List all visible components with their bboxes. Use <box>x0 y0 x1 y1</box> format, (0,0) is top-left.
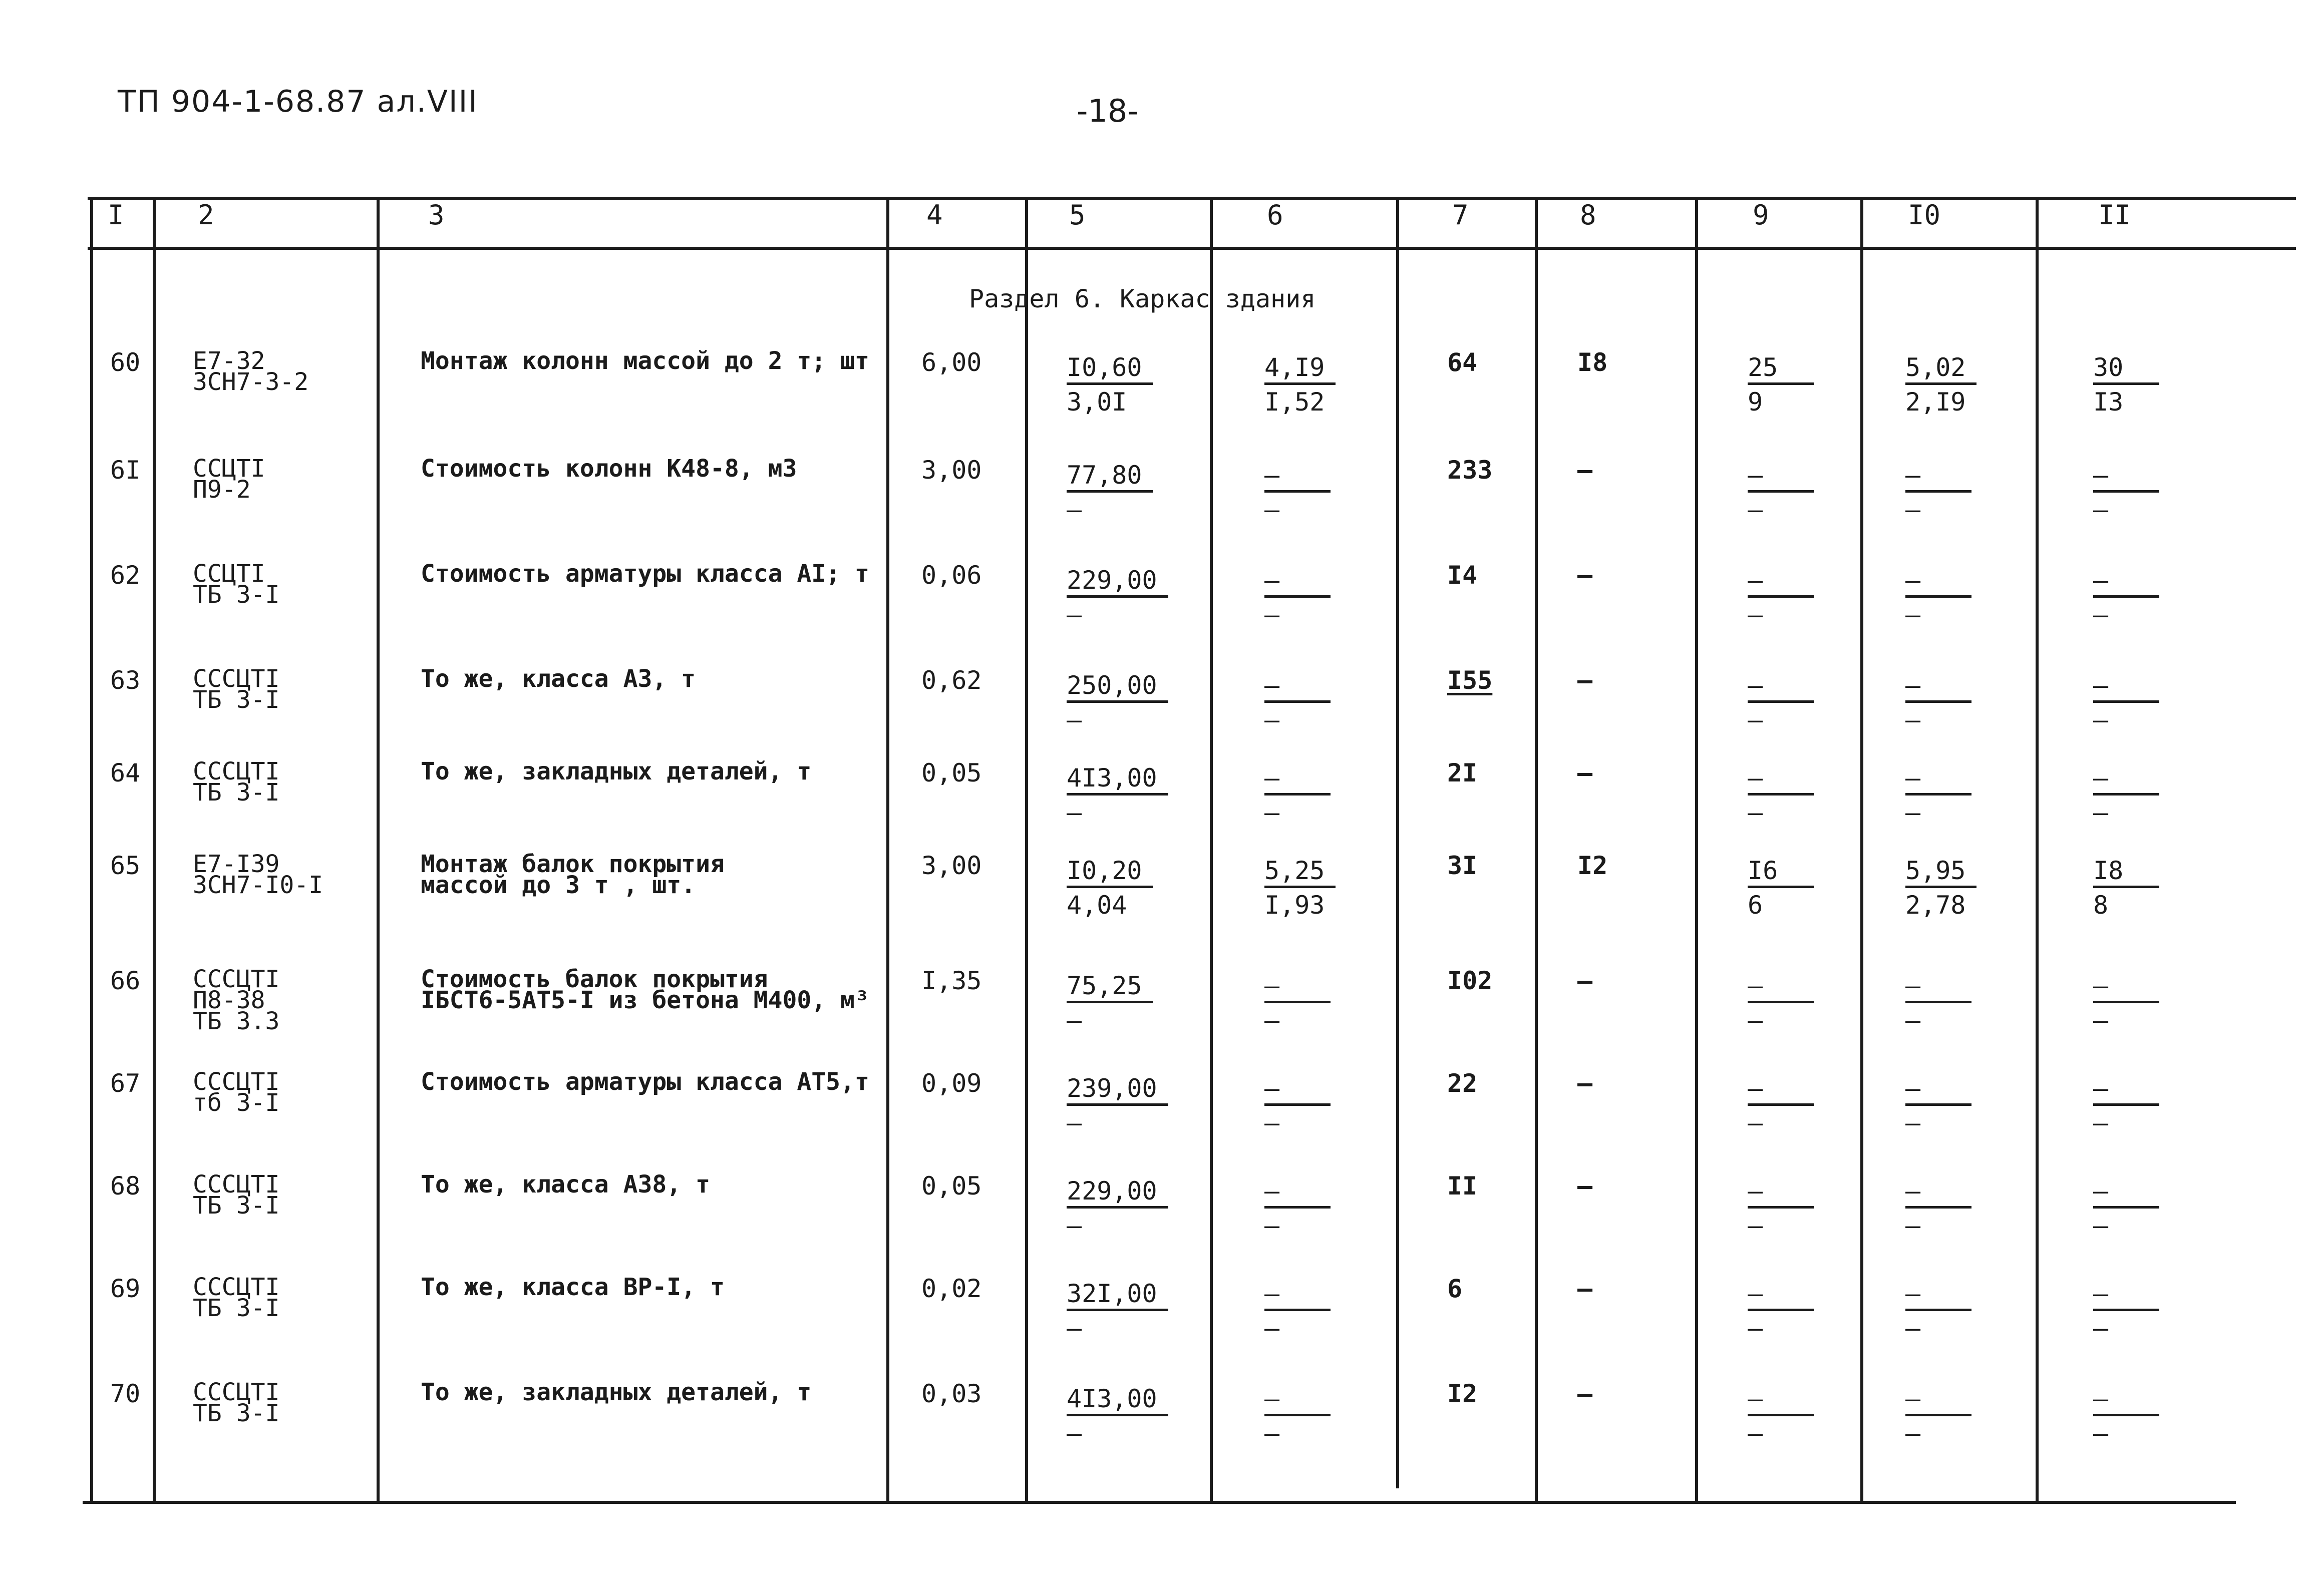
col9-value-numerator: – <box>1748 969 1814 1003</box>
rate-code-line: ССЦТI <box>193 560 265 588</box>
column-number: 2 <box>198 199 214 231</box>
rate-code <box>193 455 265 504</box>
col10-value-denominator: – <box>1905 798 1921 827</box>
col9-value-denominator: 6 <box>1748 891 1763 920</box>
total-wages: I8 <box>1577 348 1608 377</box>
col11-value-denominator: – <box>2093 600 2109 629</box>
col9-value <box>1748 969 1814 1035</box>
col10-value-numerator: – <box>1905 1174 1971 1209</box>
col9-value-numerator: – <box>1748 1277 1814 1311</box>
total-cost: 22 <box>1447 1069 1478 1098</box>
col9-value-denominator: – <box>1748 495 1763 524</box>
column-number: 6 <box>1267 199 1283 231</box>
total-cost: 233 <box>1447 456 1493 485</box>
wage-cost-denominator: – <box>1264 1211 1280 1240</box>
unit-cost <box>1067 1382 1168 1448</box>
rate-code <box>193 965 280 1035</box>
col10-value-numerator: 5,02 <box>1905 350 1976 385</box>
col10-value <box>1905 458 1971 525</box>
col11-value <box>2093 350 2159 417</box>
column-number: I <box>108 199 124 231</box>
wage-cost <box>1264 458 1331 525</box>
total-wages: – <box>1577 1069 1593 1098</box>
unit-cost-numerator: 4I3,00 <box>1067 1382 1168 1416</box>
table-row <box>0 455 2307 558</box>
col10-value-numerator: – <box>1905 1277 1971 1311</box>
col11-value-denominator: – <box>2093 1211 2109 1240</box>
work-description <box>421 1170 710 1199</box>
col11-value-denominator: – <box>2093 1314 2109 1343</box>
col10-value-denominator: – <box>1905 1006 1921 1035</box>
wage-cost <box>1264 1277 1331 1343</box>
col11-value <box>2093 458 2159 525</box>
unit-cost-denominator: – <box>1067 798 1082 827</box>
col9-value <box>1748 1382 1814 1448</box>
wage-cost <box>1264 854 1336 920</box>
wage-cost <box>1264 1174 1331 1241</box>
col11-value-numerator: – <box>2093 969 2159 1003</box>
unit-cost-denominator: 4,04 <box>1067 891 1127 920</box>
unit-cost <box>1067 1174 1168 1241</box>
col10-value-denominator: – <box>1905 1314 1921 1343</box>
col11-value-numerator: – <box>2093 1071 2159 1106</box>
col9-value-denominator: – <box>1748 600 1763 629</box>
col10-value-denominator: – <box>1905 705 1921 734</box>
col10-value-denominator: – <box>1905 1419 1921 1448</box>
total-cost: 3I <box>1447 851 1478 880</box>
col11-value-numerator: – <box>2093 1174 2159 1209</box>
col10-value-numerator: 5,95 <box>1905 854 1976 888</box>
col9-value <box>1748 854 1814 920</box>
col11-value-denominator: – <box>2093 705 2109 734</box>
table-row <box>0 347 2307 451</box>
unit-cost-numerator: 32I,00 <box>1067 1277 1168 1311</box>
table-row <box>0 965 2307 1069</box>
unit-cost-denominator: – <box>1067 1314 1082 1343</box>
col10-value-numerator: – <box>1905 1382 1971 1416</box>
unit-cost-numerator: 239,00 <box>1067 1071 1168 1106</box>
wage-cost-denominator: I,93 <box>1264 891 1325 920</box>
col11-value-numerator: I8 <box>2093 854 2159 888</box>
total-wages: – <box>1577 666 1593 695</box>
rate-code-line: СССЦТI <box>193 1273 280 1301</box>
total-cost: I4 <box>1447 561 1478 590</box>
page-number: -18- <box>1077 93 1139 129</box>
col9-value-denominator: – <box>1748 1211 1763 1240</box>
col10-value-numerator: – <box>1905 458 1971 493</box>
col10-value <box>1905 1071 1971 1138</box>
rate-code-line: СССЦТI <box>193 1170 280 1199</box>
work-description-line: То же, закладных деталей, т <box>421 757 812 785</box>
rate-code-line: Е7-I39 <box>193 850 280 878</box>
col11-value <box>2093 1277 2159 1343</box>
rate-code-line: ТБ 3-I <box>193 686 280 714</box>
unit-cost-denominator: – <box>1067 495 1082 524</box>
col11-value-denominator: – <box>2093 1108 2109 1137</box>
work-description-line: То же, класса А3, т <box>421 665 696 693</box>
row-number: 64 <box>110 758 141 787</box>
rate-code <box>193 560 280 609</box>
unit-cost-denominator: – <box>1067 1006 1082 1035</box>
col9-value-numerator: – <box>1748 1174 1814 1209</box>
col10-value <box>1905 854 1976 920</box>
rate-code <box>193 347 309 396</box>
rate-code <box>193 665 280 714</box>
quantity: 0,06 <box>921 561 982 590</box>
col11-value <box>2093 1071 2159 1138</box>
work-description <box>421 1273 725 1301</box>
col9-value-denominator: 9 <box>1748 387 1763 417</box>
col11-value-denominator: – <box>2093 1419 2109 1448</box>
col9-value-denominator: – <box>1748 705 1763 734</box>
wage-cost <box>1264 668 1331 735</box>
wage-cost <box>1264 969 1331 1035</box>
row-number: 60 <box>110 348 141 377</box>
work-description-line: IБСТ6-5АТ5-I из бетона М400, м³ <box>421 986 869 1014</box>
rate-code <box>193 1068 280 1117</box>
col11-value <box>2093 854 2159 920</box>
total-cost: 2I <box>1447 758 1478 787</box>
col11-value-numerator: – <box>2093 563 2159 598</box>
total-cost: 6 <box>1447 1274 1463 1303</box>
wage-cost-numerator: 5,25 <box>1264 854 1336 888</box>
rate-code-line: ТБ 3-I <box>193 581 280 609</box>
col11-value <box>2093 1382 2159 1448</box>
table-bottom-rule <box>83 1501 2236 1504</box>
wage-cost <box>1264 1382 1331 1448</box>
wage-cost-numerator: – <box>1264 761 1331 795</box>
row-number: 68 <box>110 1171 141 1201</box>
unit-cost <box>1067 458 1153 525</box>
col10-value-numerator: – <box>1905 969 1971 1003</box>
work-description <box>421 347 869 375</box>
wage-cost-numerator: – <box>1264 1071 1331 1106</box>
rate-code-line: П9-2 <box>193 476 251 504</box>
col11-value-numerator: – <box>2093 761 2159 795</box>
work-description <box>421 757 812 785</box>
col11-value <box>2093 969 2159 1035</box>
unit-cost-denominator: – <box>1067 600 1082 629</box>
rate-code <box>193 1170 280 1220</box>
col11-value-numerator: – <box>2093 1382 2159 1416</box>
col10-value-numerator: – <box>1905 1071 1971 1106</box>
total-wages: – <box>1577 758 1593 787</box>
work-description-line: Стоимость колонн К48-8, м3 <box>421 455 797 483</box>
col10-value-numerator: – <box>1905 563 1971 598</box>
rate-code <box>193 1273 280 1322</box>
work-description <box>421 850 725 899</box>
unit-cost <box>1067 668 1168 735</box>
unit-cost-numerator: 75,25 <box>1067 969 1153 1003</box>
rate-code-line: П8-38 <box>193 986 265 1014</box>
table-top-rule <box>88 197 2296 200</box>
col10-value-denominator: 2,I9 <box>1905 387 1966 417</box>
rate-code-line: СССЦТI <box>193 965 280 993</box>
total-cost: 64 <box>1447 348 1478 377</box>
col10-value <box>1905 969 1971 1035</box>
work-description-line: массой до 3 т , шт. <box>421 871 696 899</box>
unit-cost-numerator: I0,60 <box>1067 350 1153 385</box>
table-row <box>0 757 2307 861</box>
total-cost: I02 <box>1447 966 1493 995</box>
col9-value-numerator: – <box>1748 1071 1814 1106</box>
col10-value <box>1905 668 1971 735</box>
total-wages: – <box>1577 1379 1593 1408</box>
rate-code-line: СССЦТI <box>193 1068 280 1096</box>
col11-value-numerator: – <box>2093 1277 2159 1311</box>
col11-value-numerator: 30 <box>2093 350 2159 385</box>
table-row <box>0 665 2307 768</box>
unit-cost-numerator: 4I3,00 <box>1067 761 1168 795</box>
row-number: 65 <box>110 851 141 880</box>
wage-cost-numerator: – <box>1264 668 1331 703</box>
wage-cost-numerator: – <box>1264 458 1331 493</box>
total-cost: I55 <box>1447 666 1493 695</box>
rate-code-line: ТБ 3-I <box>193 1191 280 1220</box>
col10-value-denominator: – <box>1905 1108 1921 1137</box>
rate-code <box>193 850 323 899</box>
table-row <box>0 560 2307 663</box>
table-row <box>0 1378 2307 1482</box>
wage-cost-numerator: – <box>1264 1174 1331 1209</box>
wage-cost-denominator: – <box>1264 1419 1280 1448</box>
unit-cost-denominator: – <box>1067 1211 1082 1240</box>
unit-cost <box>1067 1071 1168 1138</box>
work-description-line: Стоимость арматуры класса АТ5,т <box>421 1068 869 1096</box>
total-wages: – <box>1577 1274 1593 1303</box>
rate-code <box>193 757 280 807</box>
rate-code-line: тб 3-I <box>193 1089 280 1117</box>
rate-code-line: Е7-32 <box>193 347 265 375</box>
column-number: 4 <box>926 199 943 231</box>
wage-cost-denominator: – <box>1264 1006 1280 1035</box>
col9-value-denominator: – <box>1748 1006 1763 1035</box>
quantity: 3,00 <box>921 851 982 880</box>
col9-value <box>1748 761 1814 828</box>
work-description-line: Монтаж колонн массой до 2 т; шт <box>421 347 869 375</box>
wage-cost-denominator: – <box>1264 600 1280 629</box>
col10-value <box>1905 761 1971 828</box>
wage-cost-numerator: 4,I9 <box>1264 350 1336 385</box>
col9-value-numerator: – <box>1748 563 1814 598</box>
col11-value <box>2093 1174 2159 1241</box>
col9-value-denominator: – <box>1748 798 1763 827</box>
col11-value-numerator: – <box>2093 458 2159 493</box>
table-row <box>0 850 2307 954</box>
wage-cost-denominator: I,52 <box>1264 387 1325 417</box>
col10-value <box>1905 1382 1971 1448</box>
wage-cost <box>1264 563 1331 630</box>
rate-code-line: ССЦТI <box>193 455 265 483</box>
wage-cost-numerator: – <box>1264 1277 1331 1311</box>
total-wages: – <box>1577 561 1593 590</box>
work-description-line: То же, закладных деталей, т <box>421 1378 812 1406</box>
unit-cost-numerator: 229,00 <box>1067 563 1168 598</box>
col9-value <box>1748 1277 1814 1343</box>
wage-cost-denominator: – <box>1264 495 1280 524</box>
wage-cost-numerator: – <box>1264 563 1331 598</box>
rate-code <box>193 1378 280 1427</box>
wage-cost-denominator: – <box>1264 1314 1280 1343</box>
col9-value-denominator: – <box>1748 1419 1763 1448</box>
col9-value <box>1748 1174 1814 1241</box>
work-description <box>421 455 797 483</box>
unit-cost <box>1067 350 1153 417</box>
row-number: 63 <box>110 666 141 695</box>
col9-value <box>1748 668 1814 735</box>
document-code: ТП 904-1-68.87 ал.VIII <box>118 84 478 119</box>
work-description <box>421 560 869 588</box>
quantity: 0,09 <box>921 1069 982 1098</box>
work-description-line: Стоимость арматуры класса АI; т <box>421 560 869 588</box>
work-description <box>421 1378 812 1406</box>
col11-value-denominator: – <box>2093 798 2109 827</box>
col11-value <box>2093 563 2159 630</box>
quantity: I,35 <box>921 966 982 995</box>
column-number: 7 <box>1452 199 1469 231</box>
column-number: 8 <box>1580 199 1596 231</box>
col11-value <box>2093 761 2159 828</box>
col10-value-denominator: – <box>1905 600 1921 629</box>
total-wages: I2 <box>1577 851 1608 880</box>
rate-code-line: ЗСН7-I0-I <box>193 871 323 899</box>
col9-value-numerator: – <box>1748 668 1814 703</box>
row-number: 66 <box>110 966 141 995</box>
work-description-line: То же, класса ВР-I, т <box>421 1273 725 1301</box>
col9-value-numerator: – <box>1748 761 1814 795</box>
unit-cost-numerator: 250,00 <box>1067 668 1168 703</box>
unit-cost-numerator: 229,00 <box>1067 1174 1168 1209</box>
row-number: 6I <box>110 456 141 485</box>
column-number: I0 <box>1908 199 1941 231</box>
wage-cost <box>1264 350 1336 417</box>
col11-value-denominator: 8 <box>2093 891 2109 920</box>
wage-cost <box>1264 1071 1331 1138</box>
quantity: 6,00 <box>921 348 982 377</box>
rate-code-line: ТБ 3-I <box>193 1399 280 1427</box>
quantity: 0,03 <box>921 1379 982 1408</box>
table-row <box>0 1170 2307 1274</box>
quantity: 0,05 <box>921 758 982 787</box>
rate-code-line: СССЦТI <box>193 1378 280 1406</box>
unit-cost-denominator: – <box>1067 1419 1082 1448</box>
table-row <box>0 1273 2307 1377</box>
unit-cost <box>1067 1277 1168 1343</box>
unit-cost-numerator: 77,80 <box>1067 458 1153 493</box>
work-description <box>421 1068 869 1096</box>
rate-code-line: ТБ 3-I <box>193 778 280 807</box>
work-description-line: Монтаж балок покрытия <box>421 850 725 878</box>
col10-value-denominator: – <box>1905 495 1921 524</box>
col9-value-numerator: I6 <box>1748 854 1814 888</box>
total-wages: – <box>1577 966 1593 995</box>
unit-cost <box>1067 854 1153 920</box>
col9-value-numerator: – <box>1748 458 1814 493</box>
work-description <box>421 665 696 693</box>
table-header-rule <box>88 247 2296 250</box>
quantity: 0,02 <box>921 1274 982 1303</box>
total-cost: II <box>1447 1171 1478 1201</box>
col10-value-numerator: – <box>1905 761 1971 795</box>
column-number: 5 <box>1069 199 1086 231</box>
col11-value-numerator: – <box>2093 668 2159 703</box>
col10-value <box>1905 1277 1971 1343</box>
rate-code-line: СССЦТI <box>193 757 280 785</box>
rate-code-line: ТБ 3.3 <box>193 1007 280 1035</box>
table-row <box>0 1068 2307 1171</box>
column-number: 9 <box>1753 199 1769 231</box>
col9-value-denominator: – <box>1748 1314 1763 1343</box>
work-description <box>421 965 869 1014</box>
total-wages: – <box>1577 456 1593 485</box>
unit-cost <box>1067 969 1153 1035</box>
section-title: Раздел 6. Каркас здания <box>969 284 1316 313</box>
total-cost: I2 <box>1447 1379 1478 1408</box>
total-wages: – <box>1577 1171 1593 1201</box>
unit-cost-denominator: 3,0I <box>1067 387 1127 417</box>
col9-value <box>1748 350 1814 417</box>
col11-value <box>2093 668 2159 735</box>
unit-cost-numerator: I0,20 <box>1067 854 1153 888</box>
unit-cost <box>1067 563 1168 630</box>
wage-cost <box>1264 761 1331 828</box>
wage-cost-denominator: – <box>1264 798 1280 827</box>
wage-cost-denominator: – <box>1264 1108 1280 1137</box>
column-number: II <box>2098 199 2131 231</box>
row-number: 70 <box>110 1379 141 1408</box>
wage-cost-denominator: – <box>1264 705 1280 734</box>
col10-value-numerator: – <box>1905 668 1971 703</box>
row-number: 62 <box>110 561 141 590</box>
wage-cost-numerator: – <box>1264 969 1331 1003</box>
col10-value <box>1905 563 1971 630</box>
col9-value-numerator: 25 <box>1748 350 1814 385</box>
column-number: 3 <box>428 199 445 231</box>
quantity: 3,00 <box>921 456 982 485</box>
col9-value <box>1748 1071 1814 1138</box>
col9-value <box>1748 458 1814 525</box>
row-number: 67 <box>110 1069 141 1098</box>
col10-value-denominator: 2,78 <box>1905 891 1966 920</box>
col10-value <box>1905 350 1976 417</box>
unit-cost-denominator: – <box>1067 705 1082 734</box>
col9-value <box>1748 563 1814 630</box>
col9-value-denominator: – <box>1748 1108 1763 1137</box>
rate-code-line: СССЦТI <box>193 665 280 693</box>
col11-value-denominator: – <box>2093 495 2109 524</box>
unit-cost-denominator: – <box>1067 1108 1082 1137</box>
work-description-line: Стоимость балок покрытия <box>421 965 768 993</box>
row-number: 69 <box>110 1274 141 1303</box>
wage-cost-numerator: – <box>1264 1382 1331 1416</box>
rate-code-line: ТБ 3-I <box>193 1294 280 1322</box>
col11-value-denominator: – <box>2093 1006 2109 1035</box>
quantity: 0,62 <box>921 666 982 695</box>
quantity: 0,05 <box>921 1171 982 1201</box>
rate-code-line: ЗСН7-3-2 <box>193 368 309 396</box>
col11-value-denominator: I3 <box>2093 387 2124 417</box>
col9-value-numerator: – <box>1748 1382 1814 1416</box>
col10-value-denominator: – <box>1905 1211 1921 1240</box>
col10-value <box>1905 1174 1971 1241</box>
work-description-line: То же, класса А38, т <box>421 1170 710 1199</box>
unit-cost <box>1067 761 1168 828</box>
